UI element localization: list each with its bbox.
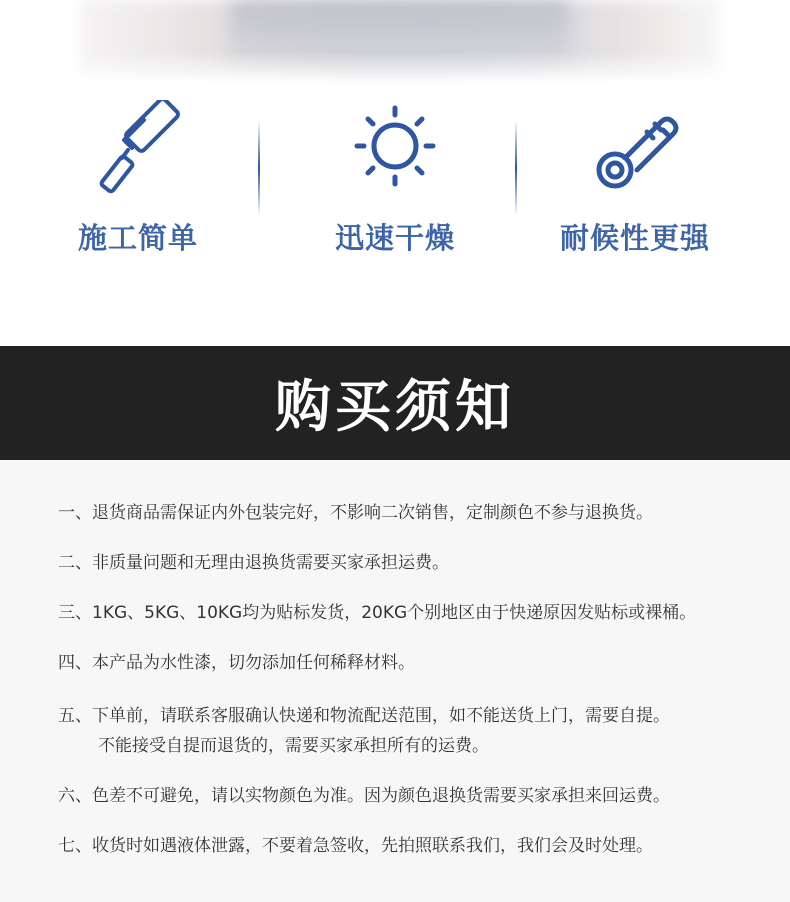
notice-item [58, 548, 758, 578]
notice-text: 色差不可避免，请以实物颜色为准。因为颜色退换货需要买家承担来回运费。 [92, 786, 670, 806]
feature-label: 施工简单 [77, 221, 198, 255]
notice-number: 六、 [58, 786, 92, 806]
notice-item [58, 701, 758, 761]
feature-row [0, 84, 790, 346]
feature-label: 迅速干燥 [334, 221, 455, 255]
notice-text: 收货时如遇液体泄露，不要着急签收，先拍照联系我们，我们会及时处理。 [92, 836, 653, 856]
notice-text-continued: 不能接受自提而退货的，需要买家承担所有的运费。 [98, 736, 489, 756]
notice-number: 四、 [58, 653, 92, 673]
top-banner-remnant [0, 0, 790, 84]
sun-icon [345, 100, 445, 200]
feature-label: 耐候性更强 [559, 221, 710, 255]
notice-item [58, 498, 758, 528]
notice-text: 退货商品需保证内外包装完好，不影响二次销售，定制颜色不参与退换货。 [92, 503, 653, 523]
feature-easy-construction [18, 84, 258, 284]
notice-item [58, 598, 758, 628]
feature-fast-drying [275, 84, 515, 284]
notice-item [58, 831, 758, 861]
feature-weather-resistance [515, 84, 755, 284]
feature-divider [258, 120, 260, 216]
notice-number: 三、 [58, 603, 92, 623]
notice-item [58, 781, 758, 811]
notice-item [58, 648, 758, 678]
notice-text: 非质量问题和无理由退换货需要买家承担运费。 [92, 553, 449, 573]
notice-number: 二、 [58, 553, 92, 573]
banner-fade [0, 52, 790, 84]
notice-number: 一、 [58, 503, 92, 523]
purchase-notice-list [0, 460, 790, 902]
notice-text: 本产品为水性漆，切勿添加任何稀释材料。 [92, 653, 415, 673]
paint-roller-icon [88, 100, 188, 200]
thermometer-icon [585, 100, 685, 200]
notice-number: 五、 [58, 706, 92, 726]
section-header [0, 346, 790, 460]
notice-text: 1KG、5KG、10KG均为贴标发货，20KG个别地区由于快递原因发贴标或裸桶。 [92, 603, 697, 623]
notice-number: 七、 [58, 836, 92, 856]
notice-text: 下单前，请联系客服确认快递和物流配送范围，如不能送货上门，需要自提。 [92, 706, 670, 726]
section-title: 购买须知 [275, 375, 515, 440]
